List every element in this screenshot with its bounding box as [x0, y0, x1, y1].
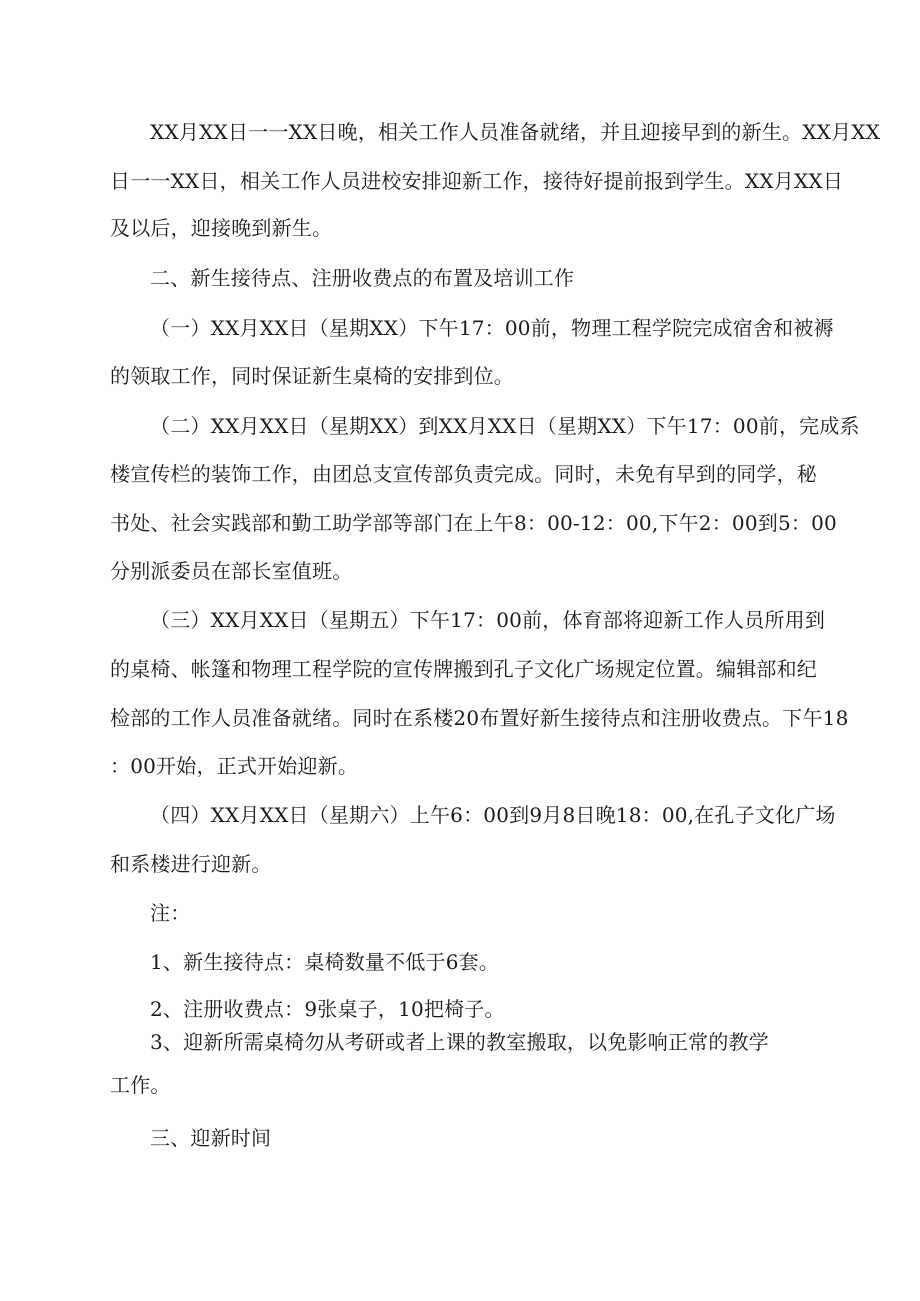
- list-item-line: （一）XX月XX日（星期XX）下午17：00前，物理工程学院完成宿舍和被褥: [150, 316, 834, 340]
- list-item-line: （二）XX月XX日（星期XX）到XX月XX日（星期XX）下午17：00前，完成系: [150, 414, 860, 438]
- list-item-line: 的桌椅、帐篷和物理工程学院的宣传牌搬到孔子文化广场规定位置。编辑部和纪: [110, 657, 817, 681]
- paragraph-line: 日一一XX日，相关工作人员进校安排迎新工作，接待好提前报到学生。XX月XX日: [110, 169, 844, 193]
- list-item-line: ：00开始，正式开始迎新。: [110, 754, 359, 778]
- list-item-line: 检部的工作人员准备就绪。同时在系楼20布置好新生接待点和注册收费点。下午18: [110, 706, 849, 730]
- list-item-line: 书处、社会实践部和勤工助学部等部门在上午8：00-12：00,下午2：00到5：00: [110, 511, 837, 535]
- note-label: 注：: [150, 901, 191, 925]
- list-item-line: 分别派委员在部长室值班。: [110, 559, 353, 583]
- section-heading: 二、新生接待点、注册收费点的布置及培训工作: [150, 266, 575, 290]
- list-item-line: （四）XX月XX日（星期六）上午6：00到9月8日晚18：00,在孔子文化广场: [150, 803, 836, 827]
- list-item-line: 楼宣传栏的装饰工作，由团总支宣传部负责完成。同时，未免有早到的同学，秘: [110, 462, 817, 486]
- section-heading: 三、迎新时间: [150, 1126, 272, 1150]
- list-item-line: 和系楼进行迎新。: [110, 852, 272, 876]
- paragraph-line: XX月XX日一一XX日晚，相关工作人员准备就绪，并且迎接早到的新生。XX月XX: [150, 120, 881, 144]
- paragraph-line: 及以后，迎接晚到新生。: [110, 216, 333, 240]
- list-item-line: 的领取工作，同时保证新生桌椅的安排到位。: [110, 364, 514, 388]
- note-item: 工作。: [110, 1073, 171, 1097]
- note-item: 2、注册收费点：9张桌子，10把椅子。: [150, 997, 505, 1021]
- note-item: 1、新生接待点：桌椅数量不低于6套。: [150, 950, 500, 974]
- list-item-line: （三）XX月XX日（星期五）下午17：00前，体育部将迎新工作人员所用到: [150, 608, 826, 632]
- note-item: 3、迎新所需桌椅勿从考研或者上课的教室搬取，以免影响正常的教学: [150, 1030, 769, 1054]
